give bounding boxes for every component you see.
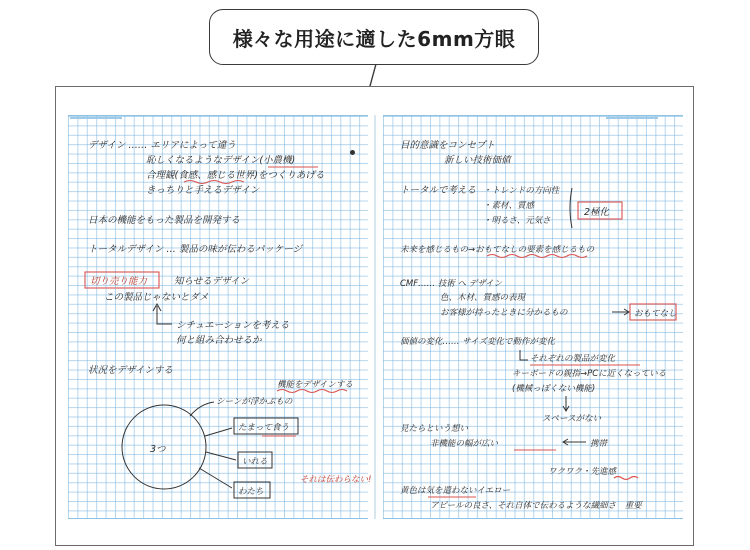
branch-label: いれる bbox=[242, 457, 268, 467]
note-line: 価値の変化…… サイズ変化で動作が変化 bbox=[400, 337, 556, 347]
branch-label: シーンが浮かぶもの bbox=[216, 397, 293, 407]
branch-label: わたち bbox=[238, 487, 264, 497]
connector-line bbox=[199, 468, 232, 488]
note-line: 状況をデザインする bbox=[88, 365, 173, 376]
note-line: (機械っぽくない機能) bbox=[512, 384, 596, 394]
note-line: ・明るさ、元気さ bbox=[483, 216, 551, 226]
note-line: シチュエーションを考える bbox=[176, 320, 290, 331]
note-line: ・トレンドの方向性 bbox=[483, 186, 560, 196]
note-line: 携帯 bbox=[590, 439, 608, 449]
note-line: アピールの良さ、それ自体で伝わるような繊細さ 重要 bbox=[430, 501, 642, 511]
note-line: 知らせるデザイン bbox=[174, 276, 250, 287]
note-line: スペースがない bbox=[542, 414, 602, 424]
circle-label: 3つ bbox=[150, 444, 166, 455]
note-line: 合理観(食感、感じる世界)をつくりあげる bbox=[146, 170, 325, 181]
note-line: 目的意識をコンセプト bbox=[400, 140, 496, 151]
arrow-line bbox=[520, 350, 528, 360]
note-line: それぞれの製品が変化 bbox=[530, 354, 616, 364]
red-underline bbox=[184, 181, 244, 184]
note-line: 見たらという想い bbox=[400, 424, 469, 434]
connector-line bbox=[205, 428, 232, 436]
note-line: ワクワク・先進感 bbox=[548, 467, 617, 477]
note-line: 色、木材、質感の表現 bbox=[440, 293, 526, 303]
note-line: 2極化 bbox=[584, 207, 610, 218]
note-line: きっちりと手えるデザイン bbox=[146, 185, 260, 196]
note-line: 何と組み合わせるか bbox=[176, 335, 262, 346]
note-line: 非機能の幅が広い bbox=[430, 439, 499, 449]
note-line: 恥しくなるようなデザイン(小農機) bbox=[146, 155, 296, 166]
note-line: おもてなし bbox=[634, 309, 677, 319]
note-line: この製品じゃないとダメ bbox=[104, 292, 209, 303]
note-line: キーボードの親指→PCに近くなっている bbox=[512, 369, 667, 379]
note-line: 機能をデザインする bbox=[277, 380, 353, 390]
note-line: ・素材、質感 bbox=[483, 201, 535, 211]
callout-text: 様々な用途に適した6mm方眼 bbox=[232, 26, 516, 51]
note-line: 新しい技術価値 bbox=[444, 155, 511, 166]
note-line: トータルで考える bbox=[400, 185, 477, 196]
note-line: 日本の機能をもった製品を開発する bbox=[88, 215, 241, 226]
note-line: 黄色は気を遣わないイエロー bbox=[400, 486, 511, 496]
branch-label: たまって食う bbox=[238, 423, 290, 433]
connector-line bbox=[190, 402, 214, 416]
note-line: トータルデザイン … 製品の味が伝わるパッケージ bbox=[88, 244, 303, 255]
red-underline bbox=[614, 477, 638, 480]
note-line-red: それは伝わらない! bbox=[300, 475, 372, 485]
note-line: お客様が持ったときに分かるもの bbox=[440, 308, 568, 318]
connector-line bbox=[206, 452, 236, 460]
brace bbox=[570, 188, 572, 228]
note-line: CMF…… 技術 へ デザイン bbox=[400, 279, 503, 289]
note-line: デザイン …… エリアによって違う bbox=[88, 140, 236, 151]
note-line: 未来を感じるもの→おもてなしの要素を感じるもの bbox=[400, 245, 595, 255]
note-line-red: 切り売り能力 bbox=[90, 276, 148, 287]
